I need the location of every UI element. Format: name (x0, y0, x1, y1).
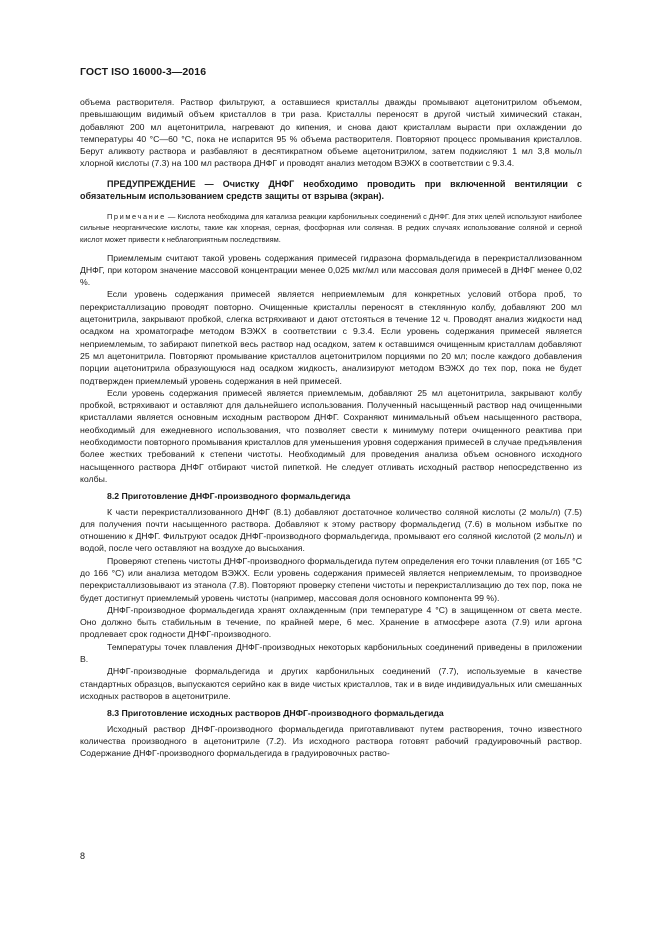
paragraph-purity-check: Проверяют степень чистоты ДНФГ-производного формальдегида путем определения его точки плавления (от 165 °С до 166 °С) или анализа методом ВЭЖХ. Если уровень содержания примесей является неприемлемым, то производное перекристаллизовывают из этанола (7.8). Повторяют проверку степени чистоты и перекристаллизацию до тех пор, пока не будет достигнут приемлемый уровень чистоты (например, массовая доля основного компонента 99 %). (80, 555, 582, 603)
paragraph-reference-materials: ДНФГ-производные формальдегида и других карбонильных соединений (7.7), используемые в качестве стандартных образцов, выпускаются серийно как в виде чистых кристаллов, так и в виде индивидуальных или смешанных исходных растворов в ацетонитриле. (80, 666, 582, 701)
paragraph-stock-solution: Если уровень содержания примесей является приемлемым, добавляют 25 мл ацетонитрила, закрывают колбу пробкой, встряхивают и оставляют для дальнейшего использования. Полученный насыщенный раствор над очищенными кристаллами является основным исходным раствором ДНФГ. Сохраняют минимальный объем насыщенного раствора, необходимый для ежедневного использования, что позволяет свести к минимуму потери очищенного реактива при необходимости повторного промывания кристаллов для уменьшения уровня содержания примесей в случае предъявления более жестких требований к степени чистоты. Необходимый для проведения анализа объем основного исходного насыщенного раствора ДНФГ отбирают чистой пипеткой. Не следует отливать исходный раствор непосредственно из колбы. (80, 387, 582, 484)
paragraph-continuation: объема растворителя. Раствор фильтруют, а оставшиеся кристаллы дважды промывают ацетонитрилом объемом, превышающим видимый объем кристаллов в три раза. Кристаллы переносят в другой чистый химический стакан, добавляют 200 мл ацетонитрила, нагревают до кипения, и снова дают кристаллам вырасти при охлаждении до температуры 40 °С—60 °С, пока не испарится 95 % объема растворителя. Повторяют процесс промывания кристаллов. Берут аликвоту раствора и разбавляют в десятикратном объеме ацетонитрилом, затем подкисляют 1 мл 3,8 моль/л хлорной кислоты (7.3) на 100 мл раствора ДНФГ и проводят анализ методом ВЭЖХ в соответствии с 9.3.4. (80, 97, 582, 169)
note-label: Примечание (107, 211, 166, 221)
document-header: ГОСТ ISO 16000-3—2016 (80, 66, 207, 78)
paragraph-recrystallization-repeat: Если уровень содержания примесей является неприемлемым для конкретных условий отбора проб, то перекристаллизацию проводят повторно. Очищенные кристаллы переносят в стеклянную колбу, добавляют 200 мл ацетонитрила, закрывают пробкой, слегка встряхивают и дают отстояться в течение 12 ч. Проводят анализ жидкости над осадком на хроматографе методом ВЭЖХ в соответствии с 9.3.4. Если уровень содержания примесей является неприемлемым, то забирают пипеткой весь раствор над осадком, затем к оставшимся очищенным кристаллам добавляют 25 мл ацетонитрила. Повторяют промывание кристаллов ацетонитрилом порциями по 20 мл; после каждого добавления порции ацетонитрила образующуюся над осадком жидкость, анализируют методом ВЭЖХ до тех пор, пока не будет подтвержден приемлемый уровень содержания в ней примесей. (80, 289, 582, 386)
paragraph-preparation: К части перекристаллизованного ДНФГ (8.1) добавляют достаточное количество соляной кислоты (2 моль/л) (7.5) для получения почти насыщенного раствора. Добавляют к этому раствору формальдегид (7.6) в мольном избытке по отношению к ДНФГ. Фильтруют осадок ДНФГ-производного формальдегида, промывают его соляной кислотой (2 моль/л) и водой, после чего оставляют на воздухе до высыхания. (80, 506, 582, 554)
page-number: 8 (80, 851, 86, 861)
note-paragraph (80, 211, 582, 246)
section-heading-8-2: 8.2 Приготовление ДНФГ-производного формальдегида (107, 491, 351, 502)
paragraph-melting-points: Температуры точек плавления ДНФГ-производных некоторых карбонильных соединений приведены в приложении В. (80, 641, 582, 665)
warning-paragraph: ПРЕДУПРЕЖДЕНИЕ — Очистку ДНФГ необходимо проводить при включенной вентиляции с обязательным использованием средств защиты от взрыва (экран). (80, 178, 582, 202)
paragraph-storage: ДНФГ-производное формальдегида хранят охлажденным (при температуре 4 °С) в защищенном от света месте. Оно должно быть стабильным в течение, по крайней мере, 6 мес. Хранение в атмосфере азота (7.9) или аргона продлевает срок годности ДНФГ-производного. (80, 604, 582, 640)
document-body (80, 96, 582, 759)
section-heading-8-3: 8.3 Приготовление исходных растворов ДНФГ-производного формальдегида (107, 708, 444, 719)
note-text: — Кислота необходима для катализа реакции карбонильных соединений с ДНФГ. Для этих целей используют наиболее сильные неорганические кислоты, такие как хлорная, серная, фосфорная или соляная. В редких случаях использование соляной и серной кислот может привести к неблагоприятным последствиям. (80, 211, 582, 244)
paragraph-stock-preparation: Исходный раствор ДНФГ-производного формальдегида приготавливают путем растворения, точно известного количества производного в ацетонитриле (7.2). Из исходного раствора готовят рабочий градуировочный раствор. Содержание ДНФГ-производного формальдегида в градуировочных раство- (80, 723, 582, 759)
paragraph-acceptable-level: Приемлемым считают такой уровень содержания примесей гидразона формальдегида в перекристаллизованном ДНФГ, при котором значение массовой концентрации менее 0,025 мкг/мл или массовая доля примесей в ДНФГ менее 0,02 %. (80, 252, 582, 288)
